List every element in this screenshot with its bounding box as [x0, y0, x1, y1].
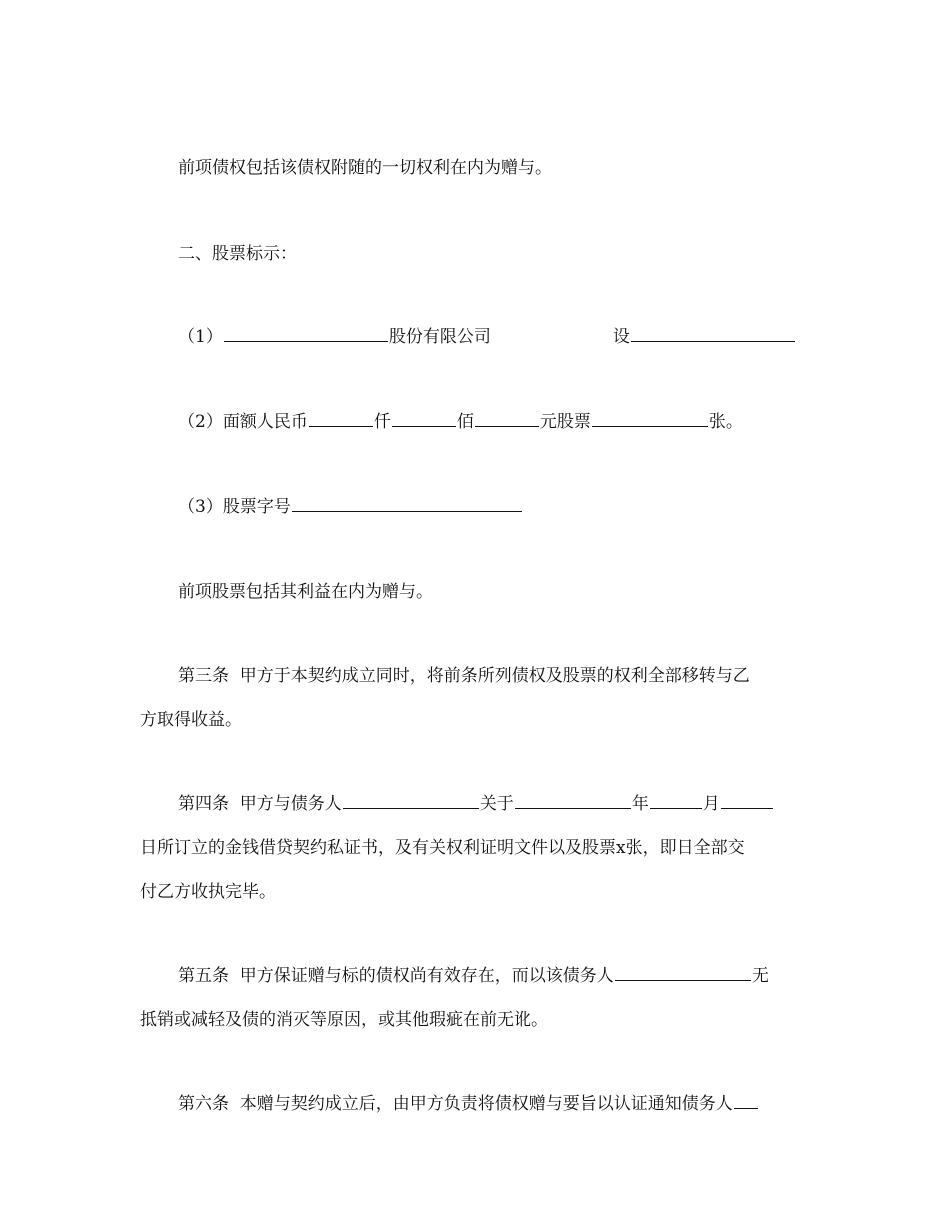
paragraph-text: 前项债权包括该债权附随的一切权利在内为赠与。	[178, 158, 552, 178]
stock-item-2	[178, 411, 743, 433]
article-3-line-2	[140, 709, 242, 731]
month-blank	[650, 793, 702, 809]
debtor-blank	[343, 793, 479, 809]
bai-blank	[392, 411, 456, 427]
article-4-line-1	[178, 793, 774, 815]
article-text: 第五条 甲方保证赠与标的债权尚有效存在，而以该债务人	[178, 966, 614, 986]
bai-label: 佰	[456, 412, 474, 432]
article-text-tail: 无	[751, 966, 769, 986]
article-text: 方取得收益。	[140, 710, 242, 730]
paragraph-text: 前项股票包括其利益在内为赠与。	[178, 582, 433, 602]
stock-item-1	[178, 326, 796, 348]
section-title-text: 二、股票标示：	[178, 244, 297, 264]
article-4-line-2	[140, 837, 745, 859]
yuan-label: 元股票	[539, 412, 591, 432]
paragraph-debt-gift	[178, 157, 552, 179]
about-label: 关于	[479, 794, 514, 814]
year-label: 年	[631, 794, 649, 814]
article-text: 日所订立的金钱借贷契约私证书，及有关权利证明文件以及股票x张，即日全部交	[140, 838, 745, 858]
stock-number-blank	[292, 496, 522, 512]
qian-blank	[309, 411, 373, 427]
section-stock-title	[178, 243, 297, 265]
month-label: 月	[702, 794, 720, 814]
article-5-line-1	[178, 965, 769, 987]
company-name-blank	[224, 326, 388, 342]
location-blank	[631, 326, 795, 342]
article-text: 第四条 甲方与债务人	[178, 794, 342, 814]
item-prefix: （2）面额人民币	[178, 412, 308, 432]
qian-label: 仟	[373, 412, 391, 432]
zhang-label: 张。	[708, 412, 743, 432]
debtor-blank	[615, 965, 751, 981]
company-type-text: 股份有限公司	[388, 327, 491, 347]
day-blank	[721, 793, 773, 809]
article-text: 付乙方收执完毕。	[140, 882, 276, 902]
item-prefix: （1）	[178, 327, 223, 347]
item-prefix: （3）股票字号	[178, 497, 291, 517]
located-label: 设	[612, 327, 630, 347]
zhang-blank	[592, 411, 708, 427]
article-5-line-2	[140, 1009, 548, 1031]
article-text: 第三条 甲方于本契约成立同时，将前条所列债权及股票的权利全部移转与乙	[178, 666, 750, 686]
article-6-line-1	[178, 1093, 759, 1115]
article-4-line-3	[140, 881, 276, 903]
year-blank	[515, 793, 631, 809]
article-text: 第六条 本赠与契约成立后，由甲方负责将债权赠与要旨以认证通知债务人	[178, 1094, 733, 1114]
article-3-line-1	[178, 665, 750, 687]
paragraph-stock-gift	[178, 581, 433, 603]
debtor-blank	[734, 1093, 758, 1109]
stock-item-3	[178, 496, 523, 518]
yuan-blank	[475, 411, 539, 427]
article-text: 抵销或减轻及债的消灭等原因，或其他瑕疵在前无讹。	[140, 1010, 548, 1030]
